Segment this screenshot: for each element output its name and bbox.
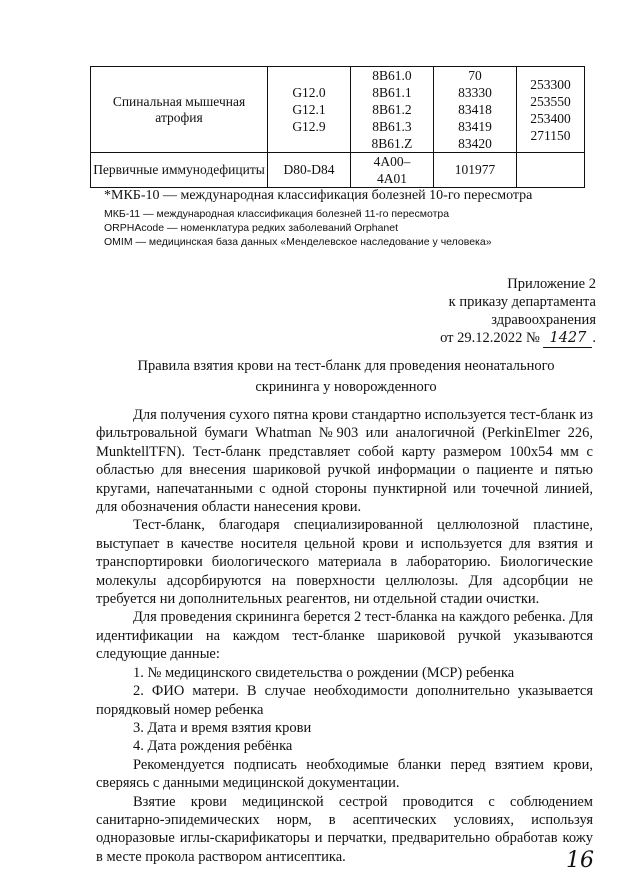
omim-code: 253550 [530, 93, 571, 109]
page-number: 16 [566, 848, 594, 873]
omim-cell [517, 153, 585, 188]
appendix-line: к приказу департамента [448, 294, 596, 310]
title-line: Правила взятия крови на тест-бланк для проведения неонатального [137, 358, 555, 374]
paragraph: Рекомендуется подписать необходимые бланки перед взятием крови, сверяясь с данными медицинской документации. [96, 756, 593, 792]
title-line: скрининга у новорожденного [255, 379, 437, 395]
icd10-code: G12.0 [292, 85, 326, 100]
orpha-code: 70 [468, 68, 482, 83]
orpha-cell [434, 67, 517, 153]
icd11-code: 8B61.1 [372, 85, 412, 100]
document-title [96, 356, 596, 398]
icd11-code: 8B61.3 [372, 119, 412, 134]
icd10-code: G12.1 [292, 102, 326, 117]
list-item: 1. № медицинского свидетельства о рождении (МСР) ребенка [133, 664, 515, 681]
footnote-orpha: ORPHAcode — номенклатура редких заболеваний Orphanet [104, 222, 399, 234]
icd11-code: 4A01 [377, 171, 407, 186]
appendix-line: Приложение 2 [507, 276, 596, 292]
footnote-omim: OMIM — медицинская база данных «Менделевское наследование у человека» [104, 236, 492, 248]
appendix-header [440, 275, 596, 348]
omim-code: 271150 [530, 127, 571, 143]
table-row [91, 67, 585, 153]
icd10-code: G12.9 [292, 119, 326, 134]
list-item: 4. Дата рождения ребёнка [133, 738, 293, 755]
paragraph: Для получения сухого пятна крови стандартно используется тест-бланк из фильтровальной бумаги Whatman №903 или аналогичной (PerkinElmer 226, MunktellTFN). Тест-бланк представляет собой карту размером 100x54 мм с областью для внесения шариковой ручкой информации о пациенте и пятью кругами, напечатанными с одной стороны пунктирной или точечной линией, для обозначения области нанесения крови. [96, 407, 593, 516]
icd11-code: 4A00– [373, 154, 411, 169]
appendix-line: здравоохранения [491, 312, 596, 328]
disease-cell: Первичные иммунодефициты [91, 153, 268, 188]
paragraph: Взятие крови медицинской сестрой проводится с соблюдением санитарно-эпидемических норм, в асептических условиях, используя одноразовые иглы-скарификаторы и перчатки, предварительно обработав кожу в месте прокола раствором антисептика. [96, 793, 593, 865]
paragraph: Тест-бланк, благодаря специализированной целлюлозной пластине, выступает в качестве носителя цельной крови и используется для взятия и транспортировки биологического материала в лабораторию. Биологические молекулы адсорбируются на поверхности целлюлозы. Для адсорбции не требуется ни дополнительных реагентов, ни отдельной стадии очистки. [96, 517, 593, 608]
orpha-code: 83419 [458, 119, 492, 134]
disease-codes-table [90, 66, 585, 188]
document-body [96, 406, 593, 866]
icd10-cell: D80-D84 [268, 153, 351, 188]
order-number-handwritten: 1427 [543, 329, 592, 348]
orpha-code: 83420 [458, 136, 492, 151]
icd11-code: 8B61.Z [371, 136, 413, 151]
omim-cell [517, 67, 585, 153]
appendix-date [440, 329, 596, 348]
disease-cell: Спинальная мышечная атрофия [91, 67, 268, 153]
order-suffix: . [592, 330, 596, 346]
orpha-code: 83330 [458, 85, 492, 100]
footnote-icd10: *МКБ-10 — международная классификация болезней 10-го пересмотра [104, 188, 533, 203]
footnote-icd11: МКБ-11 — международная классификация болезней 11-го пересмотра [104, 208, 450, 220]
omim-code: 253300 [530, 76, 571, 92]
list-item: 2. ФИО матери. В случае необходимости дополнительно указывается порядковый номер ребенка [96, 683, 593, 718]
icd10-cell [268, 67, 351, 153]
table-row [91, 153, 585, 188]
icd11-code: 8B61.0 [372, 68, 412, 83]
omim-code: 253400 [530, 110, 571, 126]
orpha-code: 83418 [458, 102, 492, 117]
paragraph: Для проведения скрининга берется 2 тест-бланка на каждого ребенка. Для идентификации на каждом тест-бланке шариковой ручкой указываются следующие данные: [96, 609, 593, 663]
icd11-code: 8B61.2 [372, 102, 412, 117]
order-date: от 29.12.2022 № [440, 330, 540, 346]
orpha-cell: 101977 [434, 153, 517, 188]
icd11-cell [351, 153, 434, 188]
list-item: 3. Дата и время взятия крови [133, 719, 312, 736]
icd11-cell [351, 67, 434, 153]
